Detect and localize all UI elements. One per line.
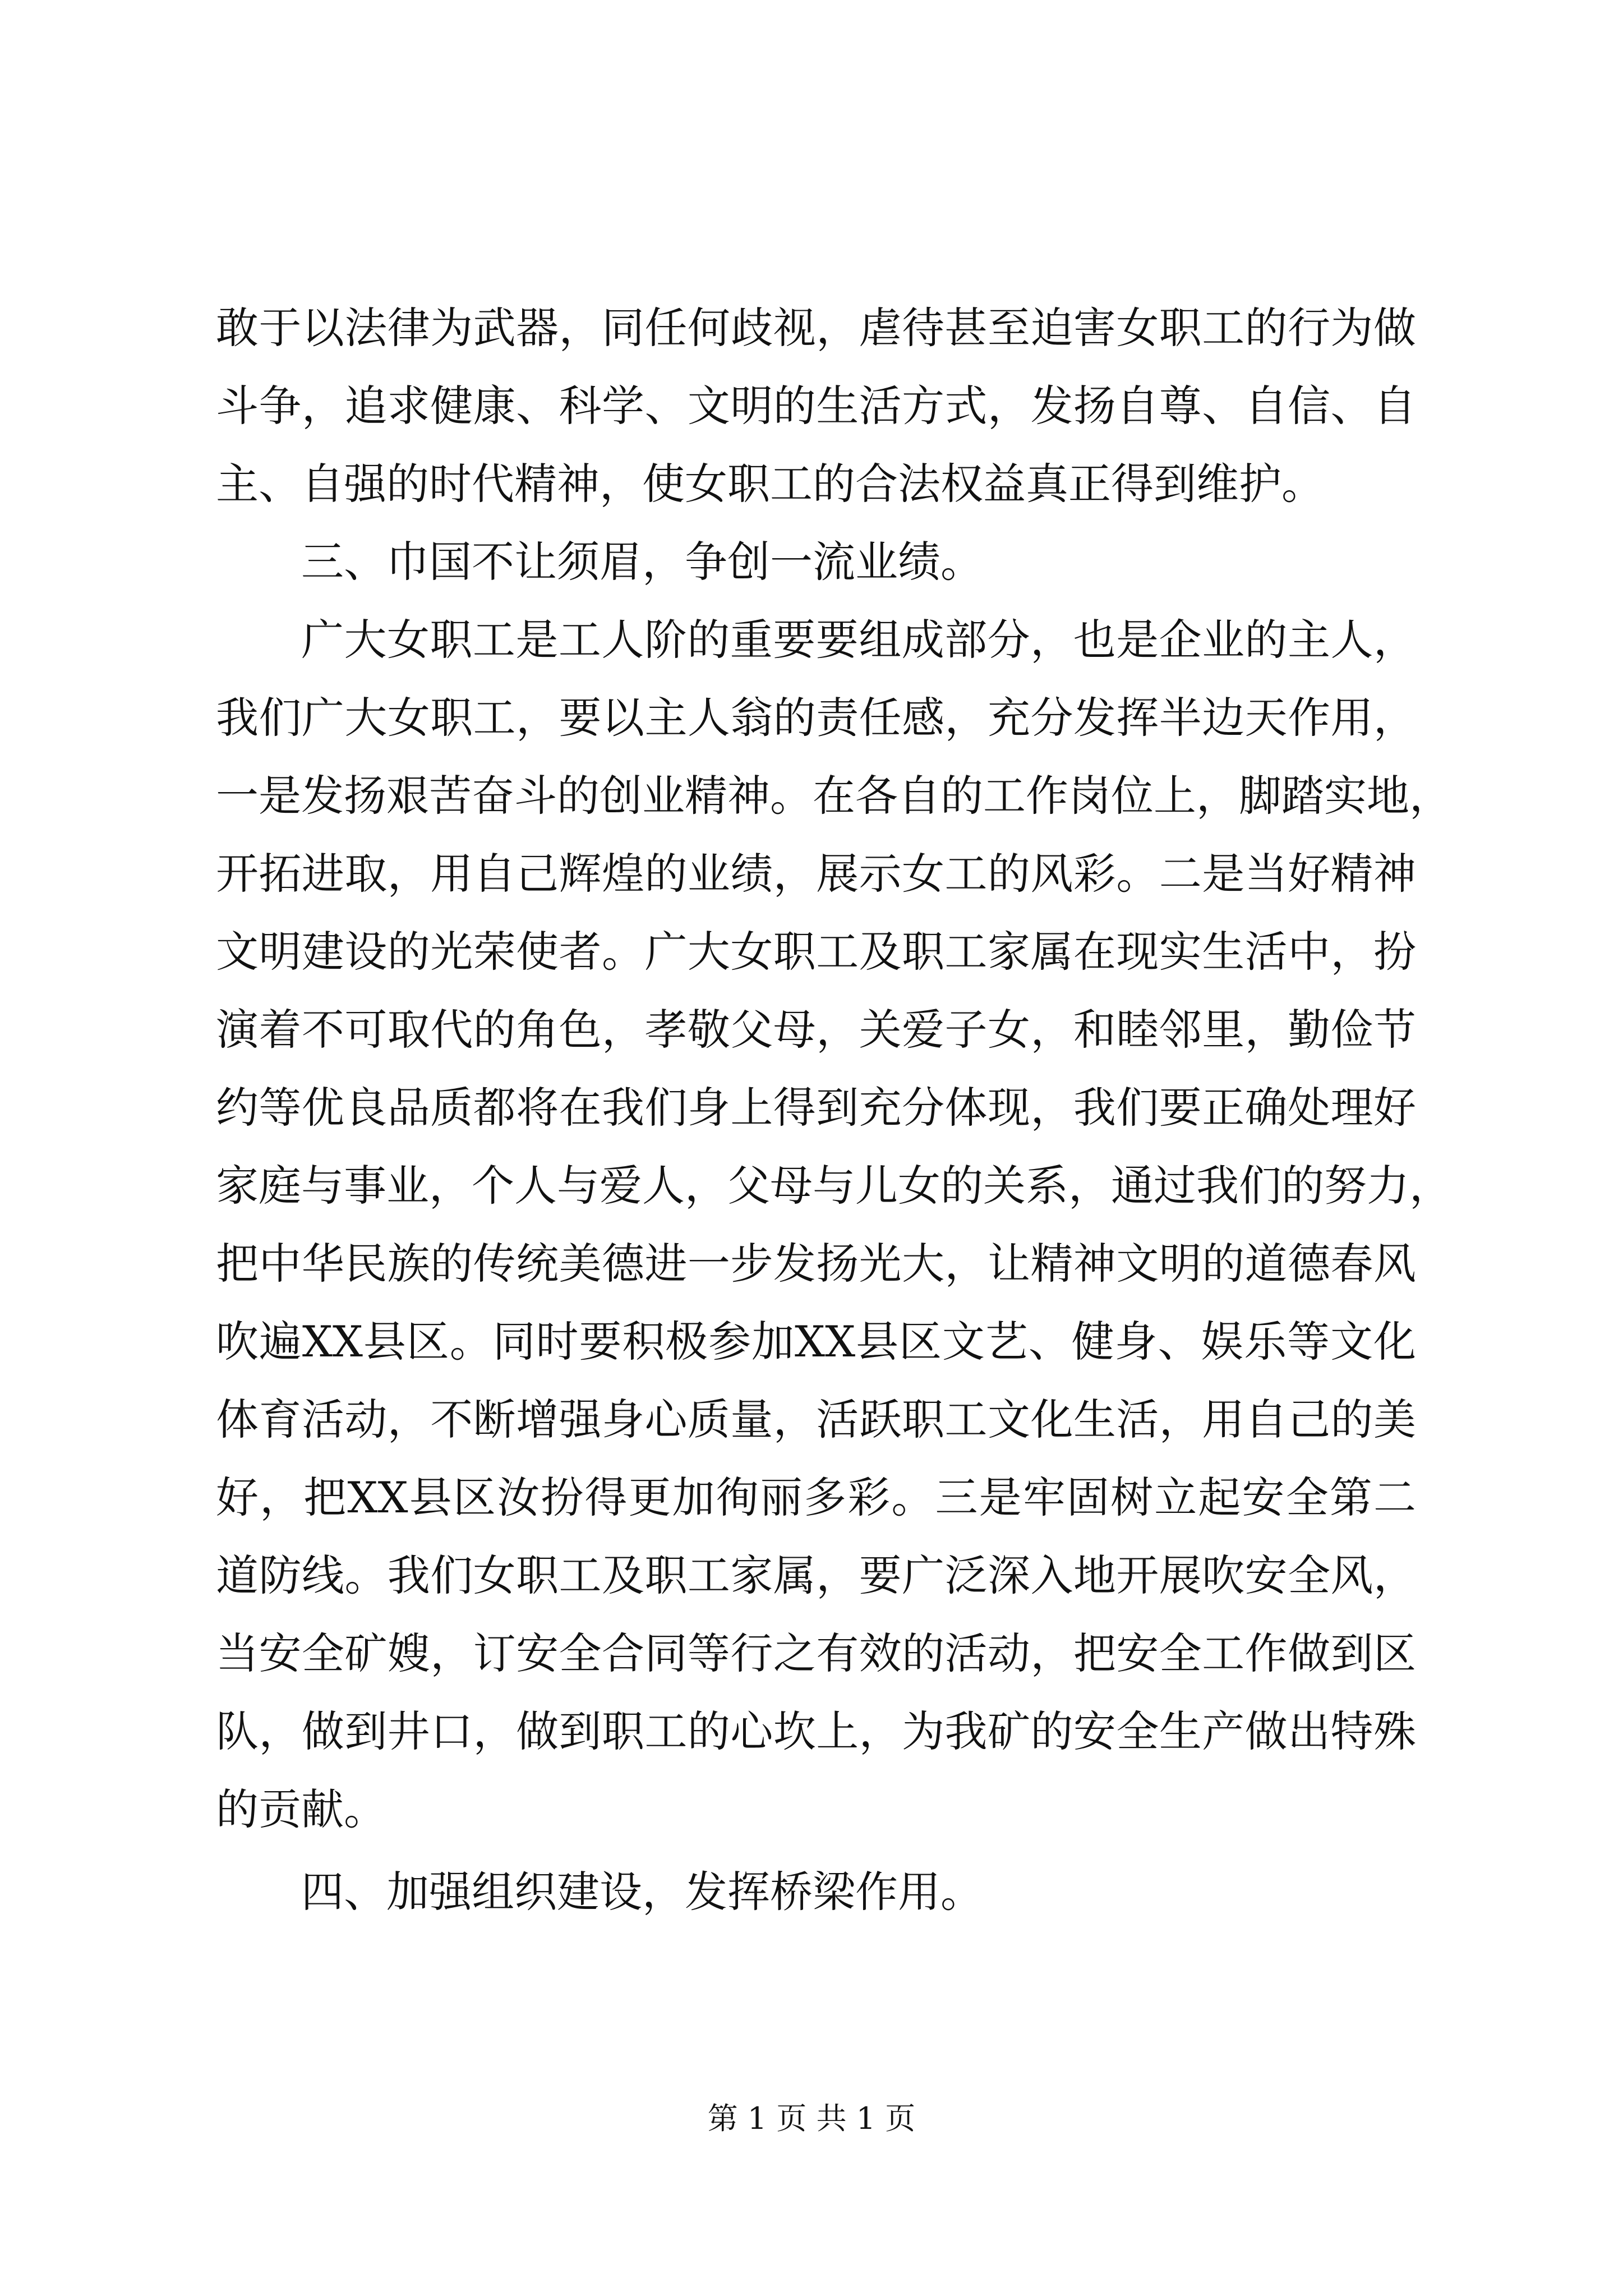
text-line: 演着不可取代的角色，孝敬父母，关爱子女，和睦邻里，勤俭节 bbox=[216, 1005, 1416, 1055]
text-line: 把中华民族的传统美德进一步发扬光大，让精神文明的道德春风 bbox=[216, 1239, 1416, 1289]
text-line: 体育活动，不断增强身心质量，活跃职工文化生活，用自己的美 bbox=[216, 1395, 1416, 1444]
text-line: 一是发扬艰苦奋斗的创业精神。在各自的工作岗位上，脚踏实地， bbox=[216, 771, 1452, 821]
text-line: 吹遍XX县区。同时要积极参加XX县区文艺、健身、娱乐等文化 bbox=[216, 1317, 1416, 1366]
text-line: 约等优良品质都将在我们身上得到充分体现，我们要正确处理好 bbox=[216, 1083, 1416, 1133]
section-heading-3: 三、巾国不让须眉，争创一流业绩。 bbox=[301, 537, 983, 587]
text-line: 的贡献。 bbox=[216, 1784, 386, 1834]
text-line: 斗争，追求健康、科学、文明的生活方式，发扬自尊、自信、自 bbox=[216, 381, 1416, 431]
text-line: 好，把XX县区汝扮得更加徇丽多彩。三是牢固树立起安全第二 bbox=[216, 1473, 1416, 1522]
page-footer bbox=[0, 2099, 1623, 2138]
section-heading-4: 四、加强组织建设，发挥桥梁作用。 bbox=[301, 1867, 983, 1917]
document-body bbox=[216, 289, 1452, 1931]
page-number-label: 第 1 页 共 1 页 bbox=[707, 2101, 916, 2136]
text-line: 主、自强的时代精神，使女职工的合法权益真正得到维护。 bbox=[216, 459, 1324, 509]
text-line: 家庭与事业，个人与爱人，父母与儿女的关系，通过我们的努力， bbox=[216, 1161, 1452, 1211]
text-line: 我们广大女职工，要以主人翁的责任感，充分发挥半边天作用， bbox=[216, 693, 1416, 743]
text-line: 当安全矿嫂，订安全合同等行之有效的活动，把安全工作做到区 bbox=[216, 1628, 1416, 1678]
paragraph-first-line: 广大女职工是工人阶的重要要组成部分，也是企业的主人， bbox=[301, 615, 1416, 665]
text-line: 敢于以法律为武器，同任何歧视，虐待甚至迫害女职工的行为做 bbox=[216, 303, 1416, 353]
text-line: 道防线。我们女职工及职工家属，要广泛深入地开展吹安全风， bbox=[216, 1550, 1416, 1600]
text-line: 队，做到井口，做到职工的心坎上，为我矿的安全生产做出特殊 bbox=[216, 1706, 1416, 1756]
text-line: 开拓进取，用自己辉煌的业绩，展示女工的风彩。二是当好精神 bbox=[216, 849, 1416, 899]
text-line: 文明建设的光荣使者。广大女职工及职工家属在现实生活中，扮 bbox=[216, 927, 1416, 977]
